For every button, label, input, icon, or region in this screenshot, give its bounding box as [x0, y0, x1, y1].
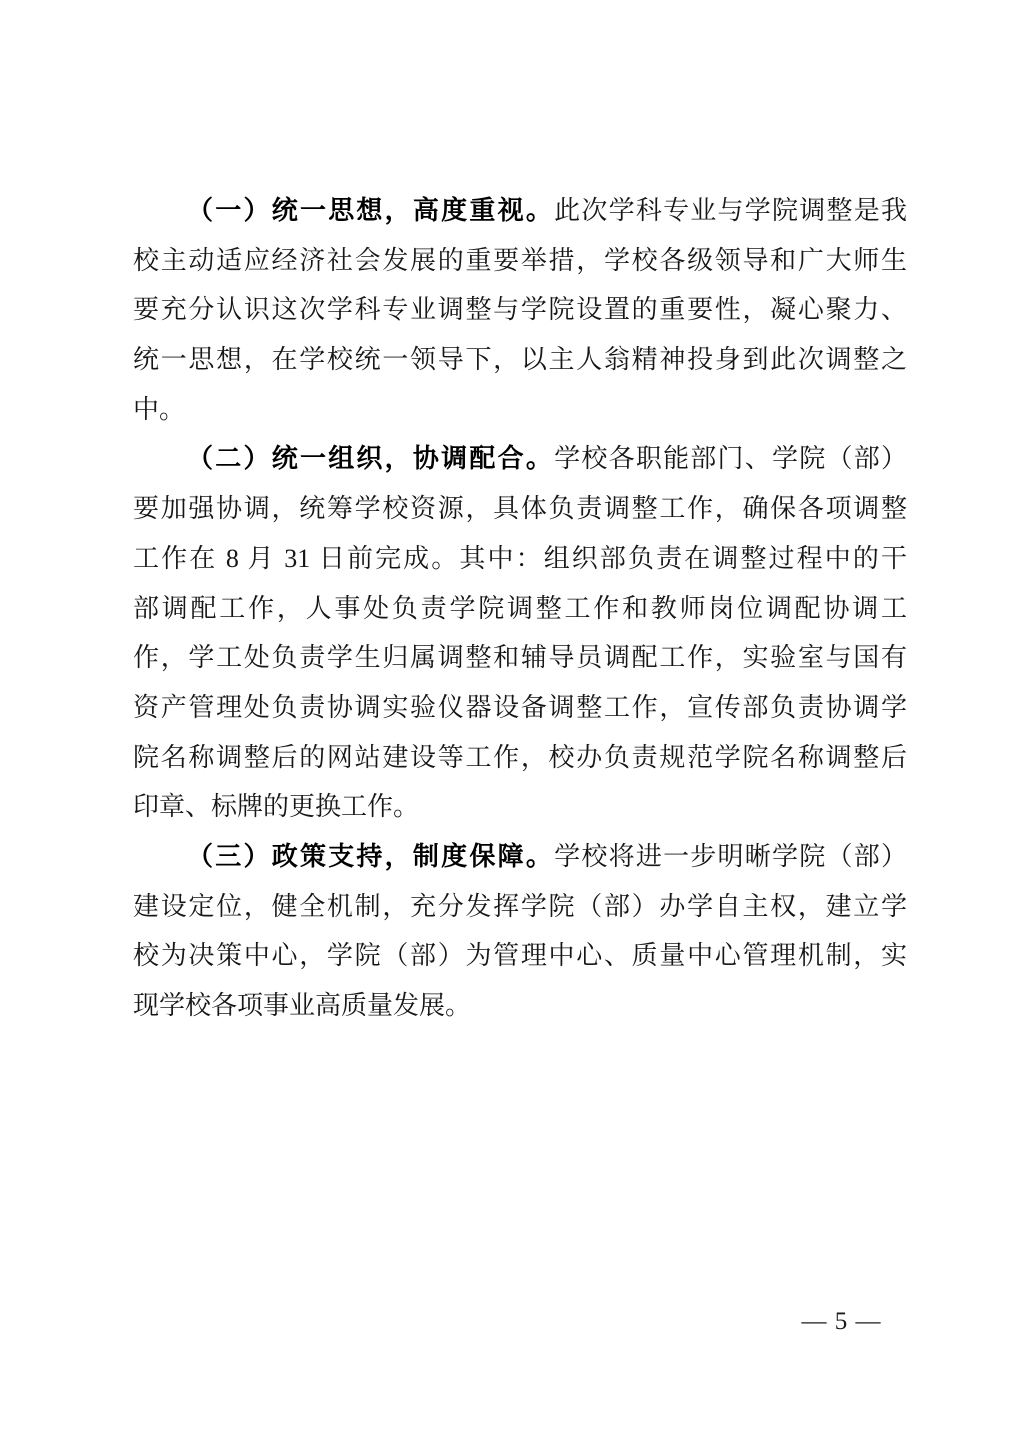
text-line: 统一思想，在学校统一领导下，以主人翁精神投身到此次调整之	[133, 345, 907, 375]
page-number: — 5 —	[801, 1308, 882, 1335]
text-line: 印章、标牌的更换工作。	[133, 792, 420, 822]
text-line: 部调配工作，人事处负责学院调整工作和教师岗位调配协调工	[133, 593, 907, 623]
text-line: 校为决策中心，学院（部）为管理中心、质量中心管理机制，实	[133, 941, 907, 971]
text-line: 资产管理处负责协调实验仪器设备调整工作，宣传部负责协调学	[133, 692, 907, 722]
text-line	[133, 186, 907, 236]
text-line: 作，学工处负责学生归属调整和辅导员调配工作，实验室与国有	[133, 643, 907, 673]
text-line: 要充分认识这次学科专业调整与学院设置的重要性，凝心聚力、	[133, 295, 907, 325]
paragraph-1-heading: （一）统一思想，高度重视。	[187, 196, 555, 225]
paragraph-3-heading: （三）政策支持，制度保障。	[187, 841, 555, 871]
paragraph-1	[133, 186, 907, 434]
text-line: 要加强协调，统筹学校资源，具体负责调整工作，确保各项调整	[133, 494, 907, 524]
text-line: 校主动适应经济社会发展的重要举措，学校各级领导和广大师生	[133, 245, 907, 275]
text-line: 中。	[133, 394, 186, 424]
text-line	[133, 434, 907, 484]
text-line	[133, 832, 907, 882]
text-line: 工作在 8 月 31 日前完成。其中：组织部负责在调整过程中的干	[133, 543, 907, 573]
paragraph-2	[133, 434, 907, 832]
text-line: 建设定位，健全机制，充分发挥学院（部）办学自主权，建立学	[133, 891, 907, 921]
text-run: 此次学科专业与学院调整是我	[554, 196, 907, 225]
text-line: 现学校各项事业高质量发展。	[133, 991, 472, 1020]
paragraph-3	[133, 832, 907, 1031]
paragraph-2-heading: （二）统一组织，协调配合。	[187, 444, 555, 474]
document-body	[133, 186, 907, 1031]
text-line: 院名称调整后的网站建设等工作，校办负责规范学院名称调整后	[133, 742, 907, 772]
text-run: 学校将进一步明晰学院（部）	[554, 841, 907, 871]
text-run: 学校各职能部门、学院（部）	[554, 444, 907, 474]
